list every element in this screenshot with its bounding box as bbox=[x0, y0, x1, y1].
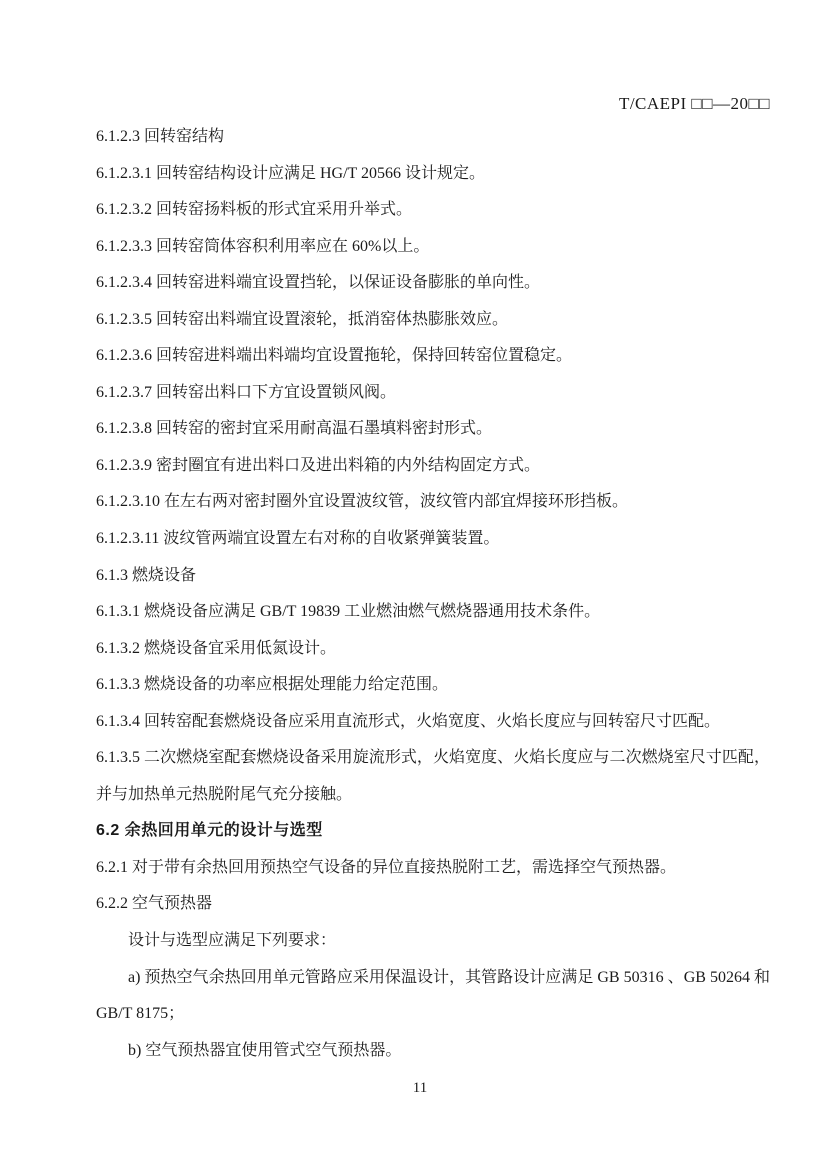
clause-6-1-2-3-2: 6.1.2.3.2 回转窑扬料板的形式宜采用升举式。 bbox=[96, 201, 413, 219]
page-footer bbox=[0, 1076, 826, 1100]
clause-6-1-3: 6.1.3 燃烧设备 bbox=[96, 566, 197, 584]
clause-6-1-3-4: 6.1.3.4 回转窑配套燃烧设备应采用直流形式，火焰宽度、火焰长度应与回转窑尺寸匹配。 bbox=[96, 712, 721, 730]
clause-6-1-2-3-9: 6.1.2.3.9 密封圈宜有进出料口及进出料箱的内外结构固定方式。 bbox=[96, 456, 541, 474]
clause-6-1-2-3-8: 6.1.2.3.8 回转窑的密封宜采用耐高温石墨填料密封形式。 bbox=[96, 420, 493, 438]
clause-6-1-2-3-11: 6.1.2.3.11 波纹管两端宜设置左右对称的自收紧弹簧装置。 bbox=[96, 530, 500, 548]
section-heading-6-2: 6.2 余热回用单元的设计与选型 bbox=[96, 822, 323, 840]
document-body bbox=[96, 119, 770, 1069]
clause-6-2-1: 6.2.1 对于带有余热回用预热空气设备的异位直接热脱附工艺，需选择空气预热器。 bbox=[96, 858, 677, 876]
clause-6-1-3-3: 6.1.3.3 燃烧设备的功率应根据处理能力给定范围。 bbox=[96, 676, 449, 694]
clause-6-1-3-5: 6.1.3.5 二次燃烧室配套燃烧设备采用旋流形式，火焰宽度、火焰长度应与二次燃烧室尺寸匹配，并与加热单元热脱附尾气充分接触。 bbox=[96, 749, 770, 803]
clause-6-1-3-2: 6.1.3.2 燃烧设备宜采用低氮设计。 bbox=[96, 639, 337, 657]
clause-6-1-2-3-5: 6.1.2.3.5 回转窑出料端宜设置滚轮，抵消窑体热膨胀效应。 bbox=[96, 310, 509, 328]
clause-6-1-2-3-1: 6.1.2.3.1 回转窑结构设计应满足 HG/T 20566 设计规定。 bbox=[96, 164, 486, 182]
clause-6-1-2-3-7: 6.1.2.3.7 回转窑出料口下方宜设置锁风阀。 bbox=[96, 383, 397, 401]
clause-6-2-2: 6.2.2 空气预热器 bbox=[96, 895, 213, 913]
clause-6-1-2-3-10: 6.1.2.3.10 在左右两对密封圈外宜设置波纹管，波纹管内部宜焊接环形挡板。 bbox=[96, 493, 629, 511]
clause-6-1-2-3-3: 6.1.2.3.3 回转窑筒体容积利用率应在 60%以上。 bbox=[96, 237, 430, 255]
page-header bbox=[96, 93, 770, 115]
clause-6-2-2-item-b: b) 空气预热器宜使用管式空气预热器。 bbox=[128, 1041, 402, 1059]
page-number: 11 bbox=[412, 1080, 428, 1096]
clause-6-2-2-intro: 设计与选型应满足下列要求： bbox=[128, 932, 337, 950]
standard-number: T/CAEPI □□—20□□ bbox=[618, 94, 770, 113]
clause-6-2-2-item-a: a) 预热空气余热回用单元管路应采用保温设计，其管路设计应满足 GB 50316 、GB 50264 和 GB/T 8175； bbox=[96, 968, 770, 1023]
clause-6-1-2-3-4: 6.1.2.3.4 回转窑进料端宜设置挡轮，以保证设备膨胀的单向性。 bbox=[96, 274, 541, 292]
clause-6-1-2-3-6: 6.1.2.3.6 回转窑进料端出料端均宜设置拖轮，保持回转窑位置稳定。 bbox=[96, 347, 573, 365]
clause-6-1-3-1: 6.1.3.1 燃烧设备应满足 GB/T 19839 工业燃油燃气燃烧器通用技术条件。 bbox=[96, 603, 601, 621]
clause-6-1-2-3: 6.1.2.3 回转窑结构 bbox=[96, 128, 225, 145]
